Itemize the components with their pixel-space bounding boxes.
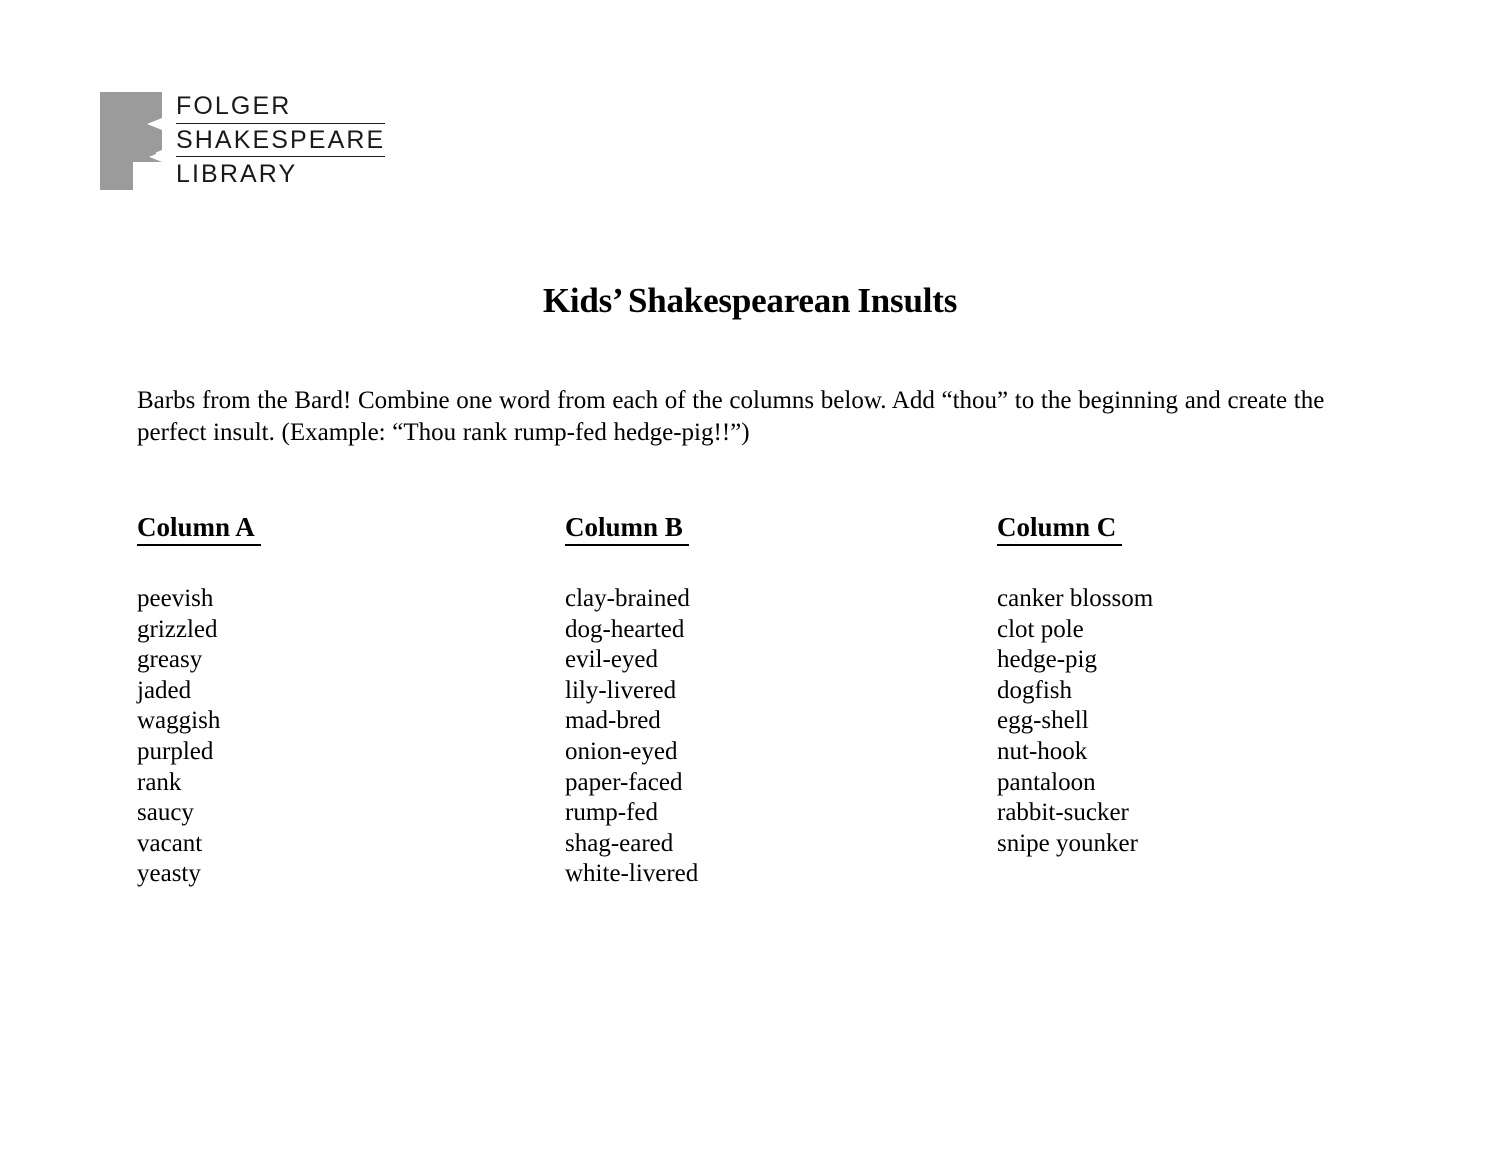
column-b-header: Column B (565, 512, 689, 546)
folger-f-mark-icon (100, 92, 162, 190)
list-item: dog-hearted (565, 615, 685, 643)
logo-line-shakespeare: SHAKESPEARE (176, 128, 385, 158)
list-item: evil-eyed (565, 646, 659, 674)
column-c (997, 512, 1367, 890)
logo-wordmark (176, 92, 385, 188)
column-b-word-list (565, 584, 997, 890)
list-item: clay-brained (565, 585, 690, 612)
folger-shakespeare-library-logo (100, 92, 385, 190)
insult-word-columns (137, 512, 1367, 890)
list-item: peevish (137, 585, 214, 612)
list-item: jaded (137, 676, 192, 704)
list-item: clot pole (997, 615, 1084, 643)
list-item: saucy (137, 799, 194, 827)
list-item: nut-hook (997, 737, 1088, 765)
list-item: canker blossom (997, 585, 1154, 612)
list-item: greasy (137, 646, 203, 674)
list-item: pantaloon (997, 768, 1096, 796)
column-a-word-list (137, 584, 565, 890)
list-item: yeasty (137, 860, 201, 888)
list-item: purpled (137, 737, 214, 765)
list-item: onion-eyed (565, 737, 678, 765)
list-item: vacant (137, 829, 203, 857)
list-item: snipe younker (997, 829, 1138, 857)
column-a (137, 512, 565, 890)
logo-line-folger: FOLGER (176, 94, 385, 124)
list-item: rabbit-sucker (997, 799, 1129, 827)
list-item: paper-faced (565, 768, 683, 796)
list-item: egg-shell (997, 707, 1089, 735)
list-item: white-livered (565, 860, 699, 888)
intro-paragraph: Barbs from the Bard! Combine one word from each of the columns below. Add “thou” to the beginning and create the perfect insult. (Example: “Thou rank rump-fed hedge-pig!!”) (137, 387, 1325, 446)
page-title: Kids’ Shakespearean Insults (542, 281, 958, 321)
list-item: waggish (137, 707, 221, 735)
list-item: dogfish (997, 676, 1072, 704)
list-item: rump-fed (565, 799, 659, 827)
column-c-word-list (997, 584, 1367, 859)
list-item: shag-eared (565, 829, 674, 857)
list-item: rank (137, 768, 182, 796)
list-item: hedge-pig (997, 646, 1097, 674)
list-item: lily-livered (565, 676, 677, 704)
list-item: grizzled (137, 615, 218, 643)
logo-line-library: LIBRARY (176, 160, 298, 188)
list-item: mad-bred (565, 707, 661, 735)
column-c-header: Column C (997, 512, 1122, 546)
column-b (565, 512, 997, 890)
column-a-header: Column A (137, 512, 261, 546)
